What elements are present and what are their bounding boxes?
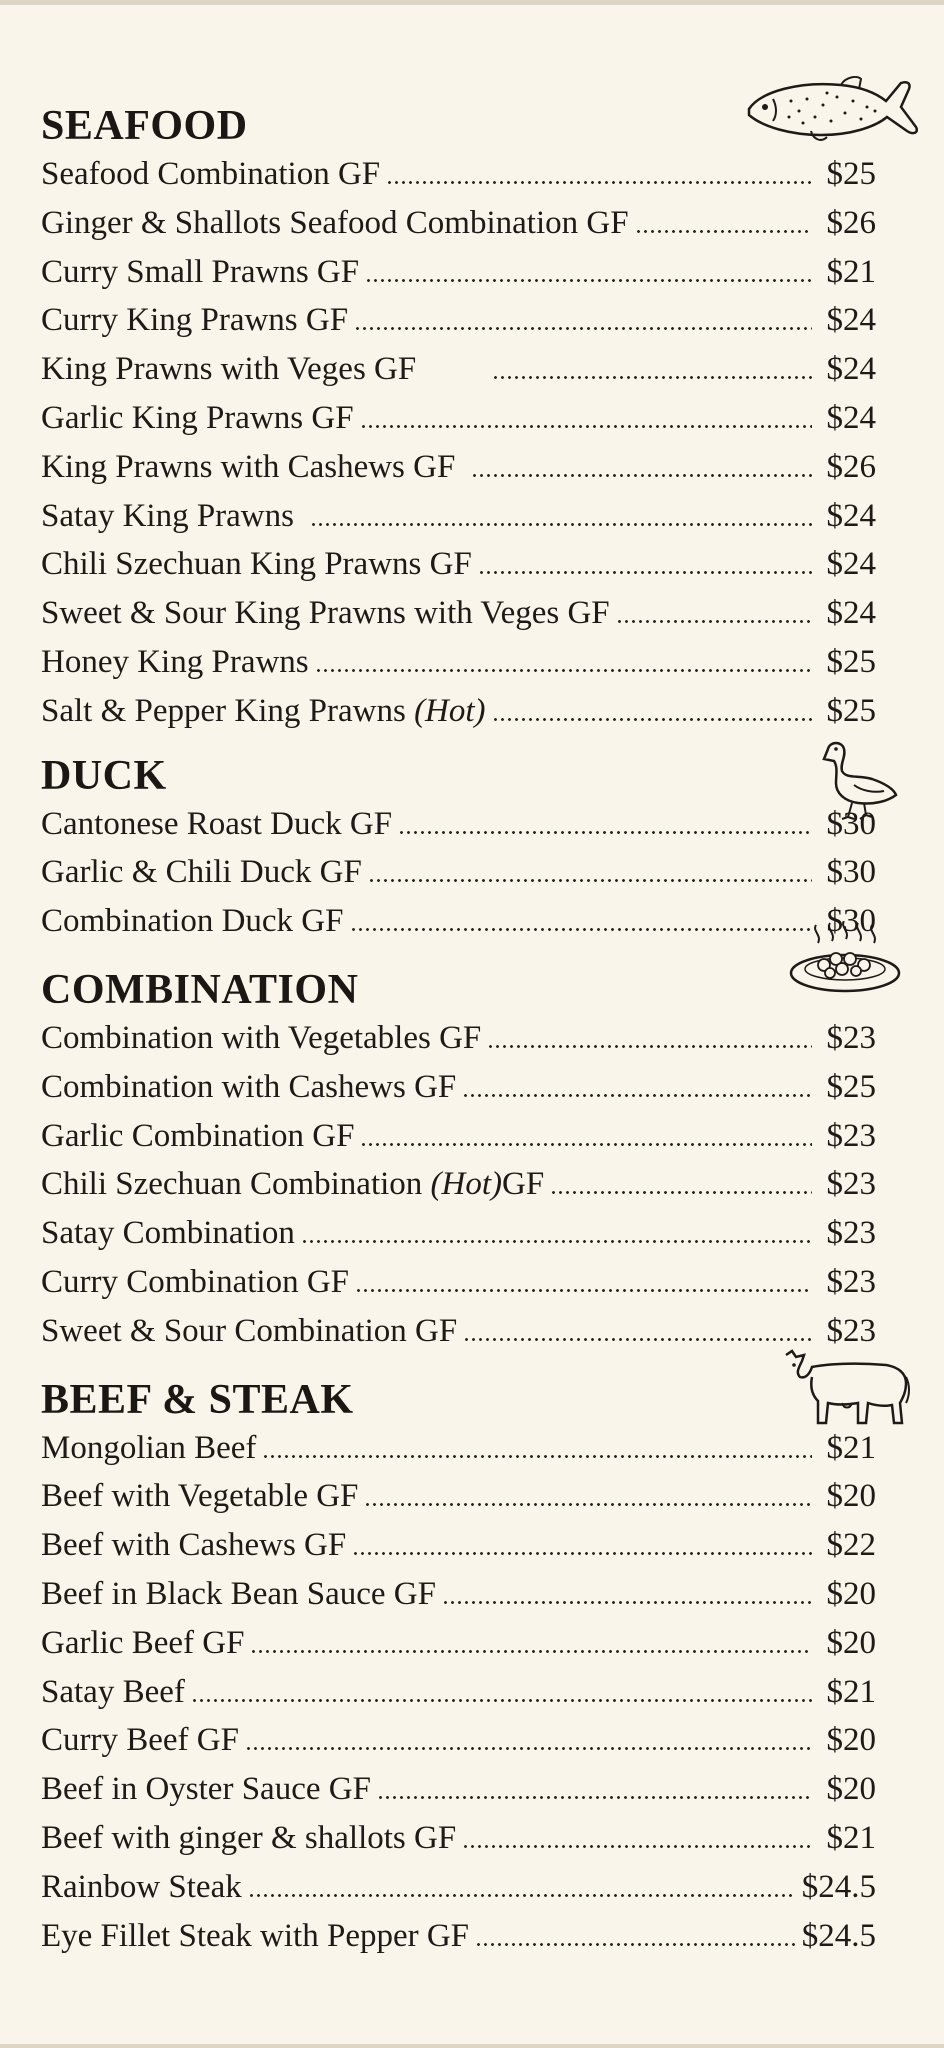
- item-price: $21: [826, 1429, 876, 1466]
- dot-leader: [262, 1446, 812, 1458]
- item-name: Rainbow Steak: [41, 1868, 242, 1905]
- menu-item: [41, 1111, 876, 1160]
- item-suffix: GF: [502, 1166, 545, 1203]
- menu-item: [41, 149, 876, 198]
- item-name: Combination Duck GF: [41, 903, 344, 940]
- item-price: $26: [826, 204, 876, 241]
- menu-item: [41, 1423, 876, 1472]
- menu-item: [41, 1520, 876, 1569]
- menu-item: [41, 1471, 876, 1520]
- menu-item: [41, 1208, 876, 1257]
- item-price: $20: [826, 1478, 876, 1515]
- item-name: Garlic Combination GF: [41, 1117, 355, 1154]
- dot-leader: [442, 1592, 812, 1604]
- steaming-dish-icon: [786, 921, 904, 1001]
- dot-leader: [315, 660, 812, 672]
- dot-leader: [475, 1934, 796, 1946]
- item-price: $23: [826, 1117, 876, 1154]
- dot-leader: [462, 1836, 812, 1848]
- item-price: $25: [826, 643, 876, 680]
- item-price: $24: [826, 351, 876, 388]
- item-price: $25: [826, 1068, 876, 1105]
- item-name: Combination with Cashews GF: [41, 1068, 457, 1105]
- dot-leader: [550, 1182, 812, 1194]
- duck-icon: [818, 739, 902, 823]
- dot-leader: [398, 822, 812, 834]
- dot-leader: [635, 221, 812, 233]
- item-price: $23: [826, 1263, 876, 1300]
- item-price: $20: [826, 1771, 876, 1808]
- menu-item: [41, 1862, 876, 1911]
- item-price: $24: [826, 497, 876, 534]
- dot-leader: [463, 1329, 812, 1341]
- item-price: $24.5: [801, 1917, 876, 1954]
- menu-item: [41, 1667, 876, 1716]
- dot-leader: [377, 1787, 812, 1799]
- dot-leader: [368, 870, 812, 882]
- item-name: Garlic King Prawns GF: [41, 399, 354, 436]
- bottom-border: [0, 2044, 944, 2048]
- item-price: $20: [826, 1624, 876, 1661]
- item-price: $24.5: [801, 1868, 876, 1905]
- dot-leader: [364, 1494, 812, 1506]
- item-name: Honey King Prawns: [41, 643, 309, 680]
- item-name: Beef in Black Bean Sauce GF: [41, 1575, 436, 1612]
- dot-leader: [350, 919, 813, 931]
- item-price: $22: [826, 1527, 876, 1564]
- dot-leader: [462, 1085, 812, 1097]
- item-price: $30: [826, 854, 876, 891]
- menu-item: [41, 1715, 876, 1764]
- section-title: SEAFOOD: [41, 103, 248, 149]
- section-title: COMBINATION: [41, 966, 359, 1013]
- item-name: Combination with Vegetables GF: [41, 1019, 482, 1056]
- dot-leader: [352, 1543, 812, 1555]
- dot-leader: [471, 465, 812, 477]
- item-name: Salt & Pepper King Prawns (Hot): [41, 692, 486, 729]
- item-name: Chili Szechuan King Prawns GF: [41, 546, 472, 583]
- item-name: Curry King Prawns GF: [41, 302, 349, 339]
- dot-leader: [248, 1885, 796, 1897]
- dot-leader: [191, 1690, 812, 1702]
- menu-item: [41, 637, 876, 686]
- item-price: $24: [826, 302, 876, 339]
- section-title: BEEF & STEAK: [41, 1376, 354, 1423]
- menu-item: [41, 686, 876, 735]
- dot-leader: [310, 514, 812, 526]
- dot-leader: [355, 1280, 812, 1292]
- item-name: Garlic Beef GF: [41, 1624, 245, 1661]
- item-name: Sweet & Sour King Prawns with Veges GF: [41, 595, 610, 632]
- menu-page: [41, 97, 876, 1959]
- item-price: $23: [826, 1019, 876, 1056]
- item-name: Satay Combination: [41, 1215, 295, 1252]
- dot-leader: [354, 318, 812, 330]
- item-name: Mongolian Beef: [41, 1429, 257, 1466]
- dot-leader: [492, 709, 812, 721]
- item-name: Chili Szechuan Combination (Hot)GF: [41, 1166, 545, 1203]
- section-duck: [41, 747, 876, 945]
- item-name: King Prawns with Cashews GF: [41, 448, 456, 485]
- menu-item: [41, 896, 876, 945]
- menu-item: [41, 442, 876, 491]
- item-name: Curry Beef GF: [41, 1722, 239, 1759]
- dot-leader: [360, 1134, 812, 1146]
- dot-leader: [487, 1036, 812, 1048]
- dot-leader: [616, 611, 812, 623]
- item-price: $24: [826, 595, 876, 632]
- menu-item: [41, 1062, 876, 1111]
- item-name: Curry Combination GF: [41, 1263, 350, 1300]
- item-name: Seafood Combination GF: [41, 156, 381, 192]
- item-name: Beef with Vegetable GF: [41, 1478, 359, 1515]
- item-price: $21: [826, 1819, 876, 1856]
- dot-leader: [360, 416, 812, 428]
- menu-item: [41, 1306, 876, 1355]
- section-beef-steak: [41, 1371, 876, 1960]
- dot-leader: [365, 270, 812, 282]
- item-name: King Prawns with Veges GF: [41, 351, 417, 388]
- menu-item: [41, 393, 876, 442]
- menu-item: [41, 295, 876, 344]
- menu-item: [41, 1013, 876, 1062]
- item-price: $20: [826, 1575, 876, 1612]
- item-name: Eye Fillet Steak with Pepper GF: [41, 1917, 470, 1954]
- item-name: Cantonese Roast Duck GF: [41, 805, 393, 842]
- item-note: (Hot): [414, 692, 486, 729]
- item-price: $24: [826, 399, 876, 436]
- top-border: [0, 0, 944, 5]
- item-name: Curry Small Prawns GF: [41, 253, 360, 290]
- item-price: $30: [826, 903, 876, 940]
- item-name: Beef with Cashews GF: [41, 1527, 347, 1564]
- section-seafood: [41, 97, 876, 735]
- menu-item: [41, 198, 876, 247]
- item-price: $20: [826, 1722, 876, 1759]
- menu-item: [41, 1618, 876, 1667]
- cow-icon: [782, 1347, 912, 1429]
- menu-item: [41, 799, 876, 848]
- menu-item: [41, 1813, 876, 1862]
- section-combination: [41, 961, 876, 1355]
- item-price: $23: [826, 1166, 876, 1203]
- menu-item: [41, 588, 876, 637]
- item-price: $23: [826, 1312, 876, 1349]
- item-price: $23: [826, 1215, 876, 1252]
- menu-item: [41, 1911, 876, 1960]
- item-price: $25: [826, 156, 876, 192]
- fish-icon: [741, 71, 941, 151]
- section-title: DUCK: [41, 752, 167, 799]
- menu-item: [41, 491, 876, 540]
- menu-item: [41, 344, 876, 393]
- menu-item: [41, 1257, 876, 1306]
- menu-item: [41, 1764, 876, 1813]
- menu-item: [41, 847, 876, 896]
- item-price: $24: [826, 546, 876, 583]
- item-name: Satay Beef: [41, 1673, 185, 1710]
- item-name: Satay King Prawns: [41, 497, 294, 534]
- item-price: $21: [826, 1673, 876, 1710]
- dot-leader: [492, 367, 812, 379]
- menu-item: [41, 1569, 876, 1618]
- item-price: $25: [826, 692, 876, 729]
- dot-leader: [301, 1231, 812, 1243]
- item-price: $30: [826, 805, 876, 842]
- item-note: (Hot): [430, 1166, 503, 1203]
- item-name: Ginger & Shallots Seafood Combination GF: [41, 204, 629, 241]
- menu-item: [41, 1159, 876, 1208]
- menu-item: [41, 247, 876, 296]
- dot-leader: [478, 562, 812, 574]
- item-price: $21: [826, 253, 876, 290]
- item-name: Beef in Oyster Sauce GF: [41, 1771, 371, 1808]
- menu-item: [41, 539, 876, 588]
- dot-leader: [250, 1641, 812, 1653]
- item-price: $26: [826, 448, 876, 485]
- item-name: Beef with ginger & shallots GF: [41, 1819, 457, 1856]
- item-name: Sweet & Sour Combination GF: [41, 1312, 458, 1349]
- dot-leader: [245, 1738, 812, 1750]
- dot-leader: [386, 172, 812, 184]
- item-name: Garlic & Chili Duck GF: [41, 854, 362, 891]
